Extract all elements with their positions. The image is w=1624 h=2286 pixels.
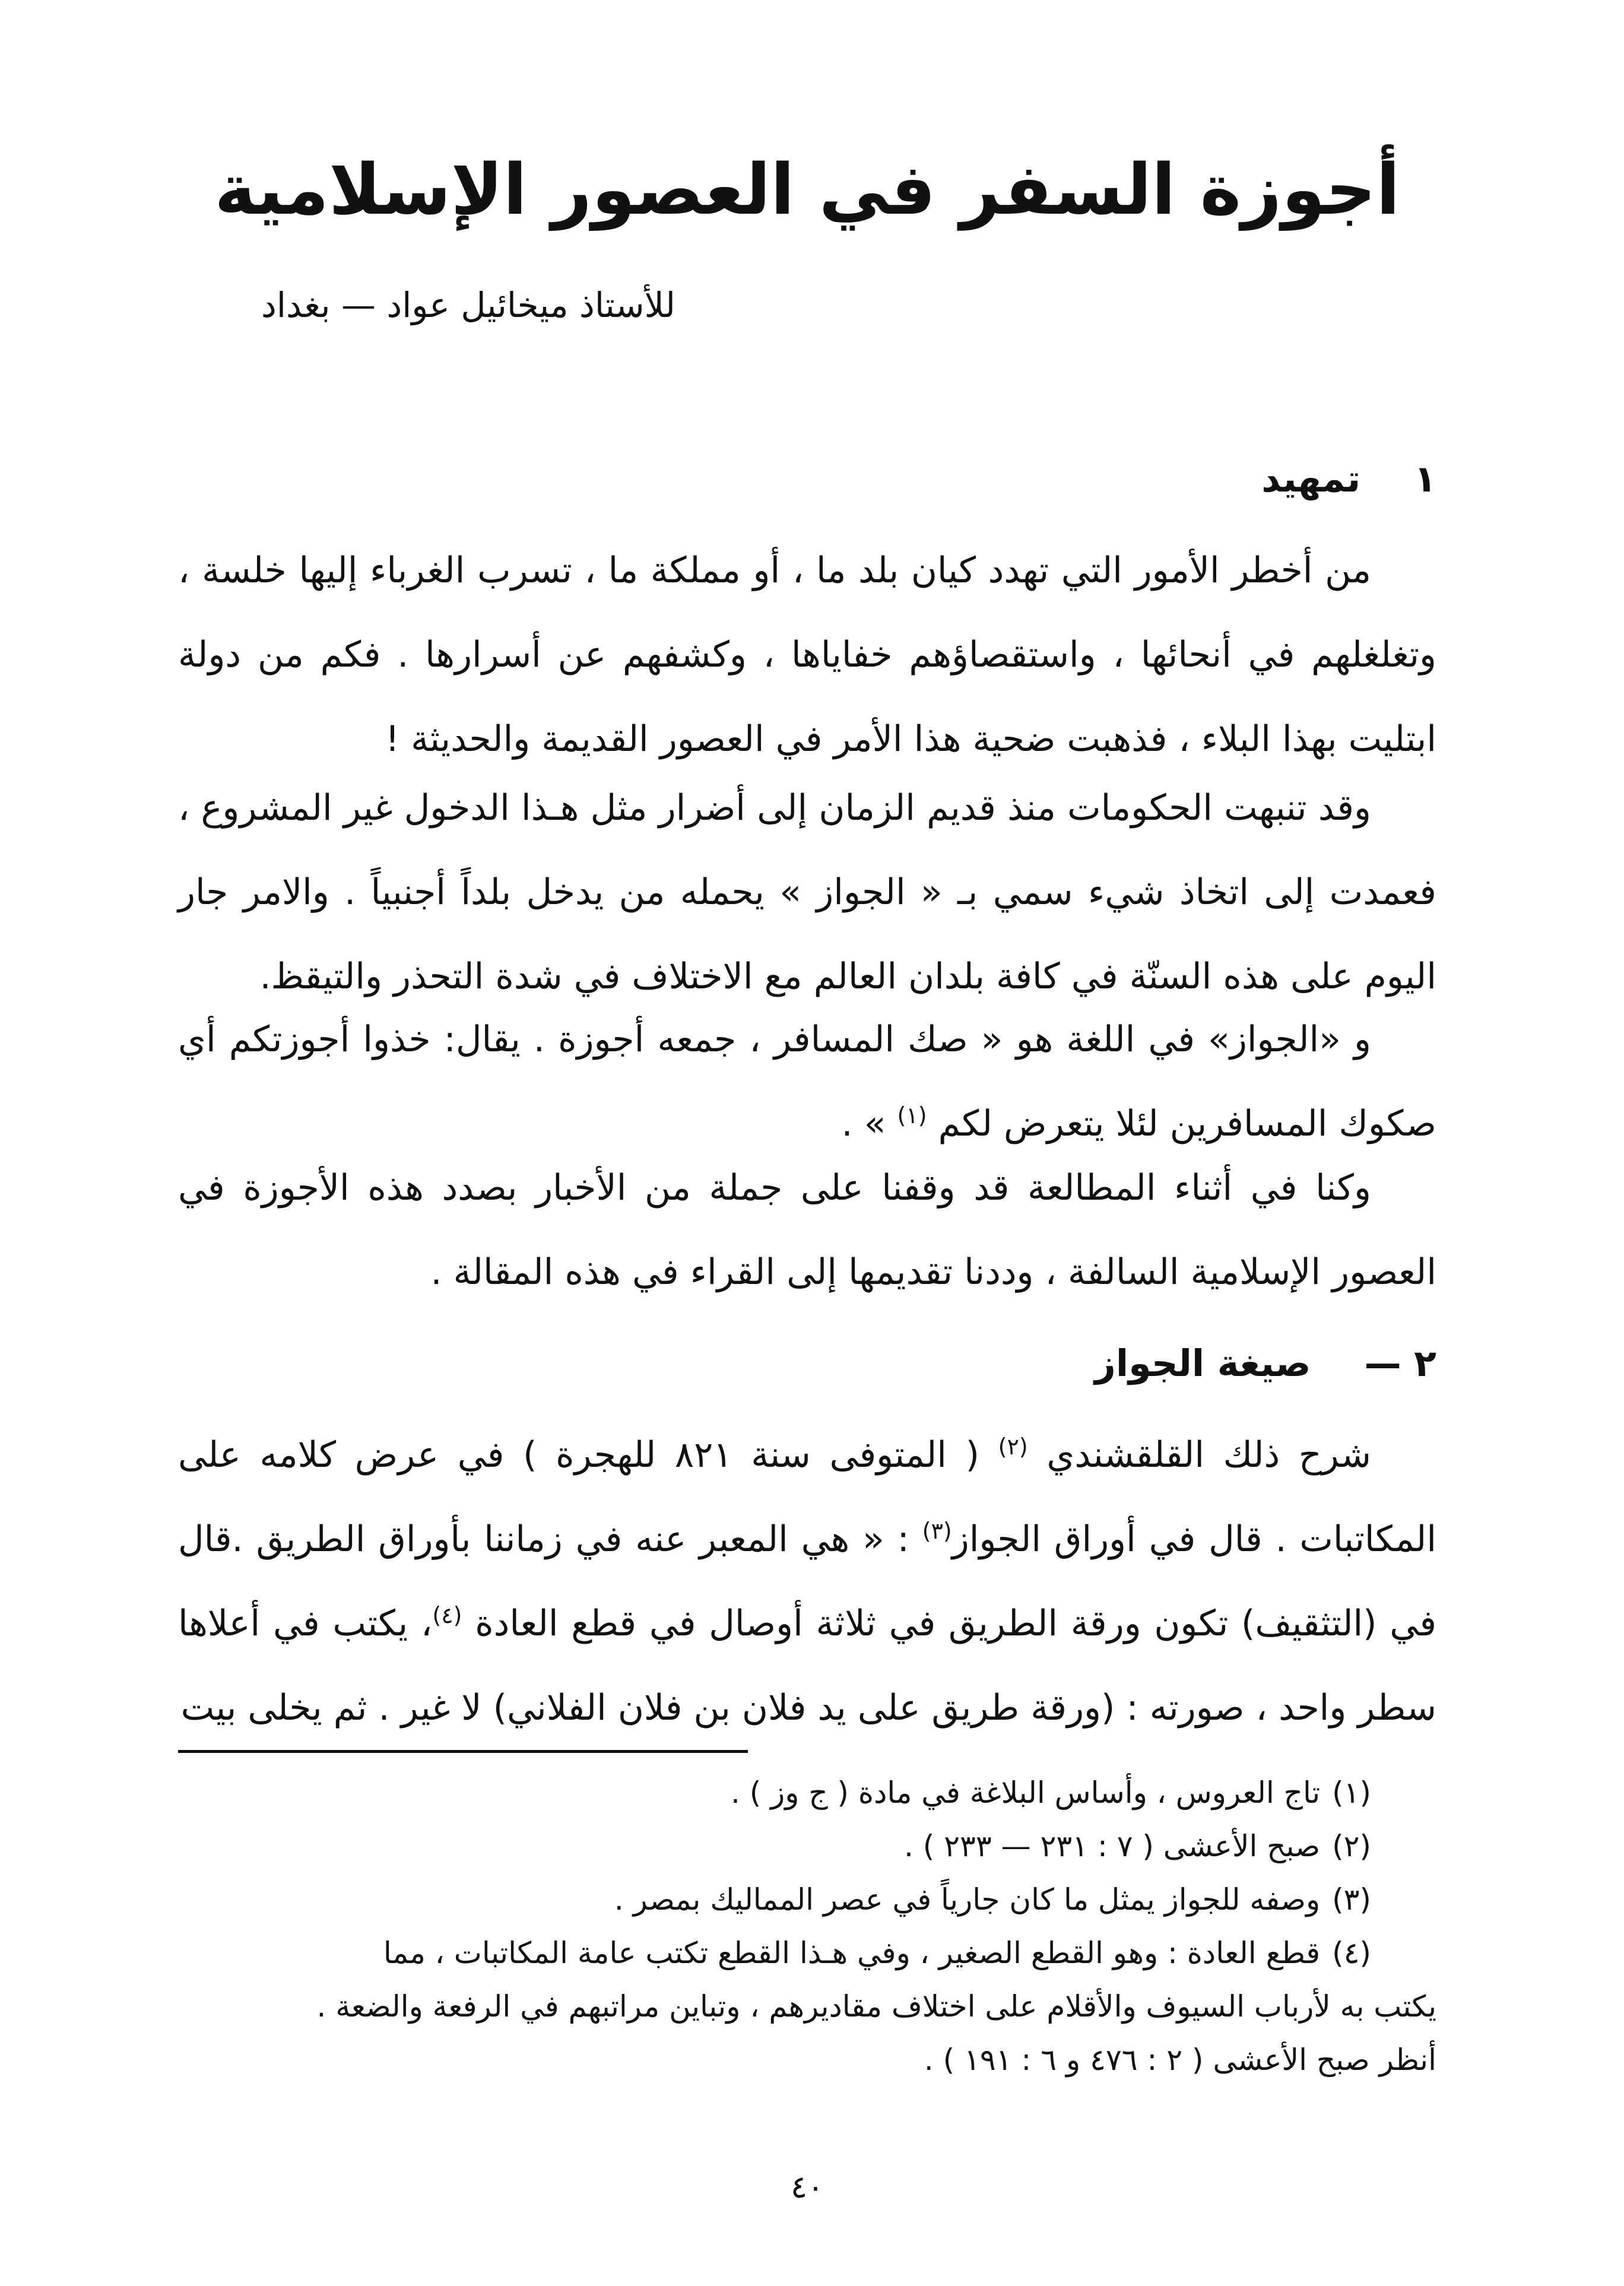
section-heading-2: [1095, 1342, 1436, 1385]
footnote-number: (٤): [1332, 1936, 1371, 1970]
footnote: [178, 1819, 1436, 1873]
paragraph-text: و «الجواز» في اللغة هو « صك المسافر ، جمعه أجوزة . يقال: خذوا أجوزتكم أي صكوك المسافرين لئلا يتعرض لكم: [178, 1019, 1436, 1144]
footnote-text: وصفه للجواز يمثل ما كان جارياً في عصر المماليك بمصر .: [614, 1882, 1321, 1917]
paragraph-text: ( المتوفى سنة ٨٢١ للهجرة ) في عرض كلامه على المكاتبات . قال في أوراق الجواز: [178, 1434, 1436, 1560]
footnote-text: تاج العروس ، وأساس البلاغة في مادة ( ج وز ) .: [730, 1775, 1321, 1810]
footnote-number: (١): [1332, 1775, 1371, 1810]
paragraph: [178, 1413, 1436, 1750]
footnote: [178, 1926, 1436, 1980]
paragraph: [178, 997, 1436, 1166]
footnote-ref: (١): [897, 1102, 927, 1128]
author-line: للأستاذ ميخائيل عواد — بغداد: [261, 285, 675, 325]
footnote-text: صبح الأعشى ( ٧ : ٢٣١ — ٢٣٣ ) .: [903, 1829, 1321, 1863]
footnote-text: قطع العادة : وهو القطع الصغير ، وفي هـذا القطع تكتب عامة المكاتبات ، مما: [383, 1936, 1321, 1970]
paragraph-text: شرح ذلك القلقشندي: [1046, 1434, 1372, 1476]
paragraph: من أخطر الأمور التي تهدد كيان بلد ما ، أو مملكة ما ، تسرب الغرباء إليها خلسة ، وتغلغلهم في أنحائها ، واستقصاؤهم خفاياها ، وكشفهم عن أسرارها . فكم من دولة ابتليت بهذا البلاء ، فذهبت ضحية هذا الأمر في العصور القديمة والحديثة !: [178, 550, 1436, 760]
paragraph: وقد تنبهت الحكومات منذ قديم الزمان إلى أضرار مثل هـذا الدخول غير المشروع ، فعمدت إلى اتخاذ شيء سمي بـ « الجواز » يحمله من يدخل بلداً أجنبياً . والامر جار اليوم على هذه السنّة في كافة بلدان العالم مع الاختلاف في شدة التحذر والتيقظ.: [178, 787, 1436, 997]
paragraph-text: » .: [841, 1103, 886, 1144]
paragraph: وكنا في أثناء المطالعة قد وقفنا على جملة من الأخبار بصدد هذه الأجوزة في العصور الإسلامية السالفة ، وددنا تقديمها إلى القراء في هذه المقالة .: [178, 1167, 1436, 1293]
footnote-number: (٢): [1332, 1829, 1371, 1863]
section-title: صيغة الجواز: [1095, 1342, 1311, 1385]
footnotes: [178, 1766, 1436, 2087]
document-page: [178, 0, 1436, 2286]
footnote-continuation: أنظر صبح الأعشى ( ٢ : ٤٧٦ و ٦ : ١٩١ ) .: [924, 2043, 1436, 2077]
footnote: [178, 1873, 1436, 1926]
section-number: ٢ —: [1364, 1342, 1436, 1385]
footnote-separator: [178, 1750, 748, 1753]
section-heading-1: [1261, 457, 1436, 500]
section-title: تمهيد: [1261, 457, 1361, 500]
footnote-continuation: يكتب به لأرباب السيوف والأقلام على اختلاف مقاديرهم ، وتباين مراتبهم في الرفعة والضعة .: [316, 1989, 1436, 2024]
footnote: [178, 1766, 1436, 1819]
footnote-ref: (٢): [998, 1434, 1028, 1460]
article-title: أجوزة السفر في العصور الإسلامية: [214, 148, 1400, 230]
paragraph-text: : « هي المعبر عنه في زماننا بأوراق الطريق .قال في (التثقيف) تكون ورقة الطريق في ثلاثة أوصال في قطع العادة: [178, 1518, 1436, 1644]
section-number: ١: [1414, 457, 1436, 500]
footnote-ref: (٤): [432, 1602, 462, 1628]
page-number: ٤٠: [791, 2170, 824, 2205]
paragraph-text: ، يكتب في أعلاها سطر واحد ، صورته : (ورقة طريق على يد فلان بن فلان الفلاني) لا غير . ثم يخلى بيت: [178, 1603, 1436, 1729]
footnote-number: (٣): [1332, 1882, 1371, 1917]
footnote-ref: (٣): [922, 1518, 952, 1544]
